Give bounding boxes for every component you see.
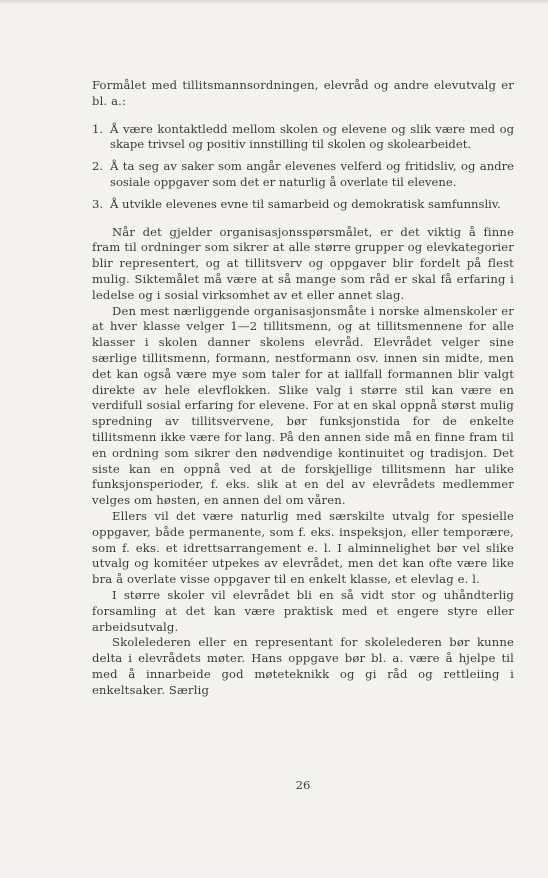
list-text: Å ta seg av saker som angår elevenes velferd og fritidsliv, og andre sosiale oppgaver som det er naturlig å overlate til elevene.: [110, 159, 514, 189]
intro-paragraph: Formålet med tillitsmannsordningen, elevråd og andre elevutvalg er bl. a.:: [92, 78, 514, 108]
list-item: [92, 122, 514, 154]
list-number: 2.: [92, 159, 104, 174]
purpose-list: [92, 122, 514, 213]
body-paragraph: Når det gjelder organisasjonsspørsmålet, er det viktig å finne fram til ordninger som sikrer at alle større grupper og elevkategorier blir representert, og at tillitsverv og oppgaver blir fordelt på flest mulig. Siktemålet må være at så mange som råd er skal få erfaring i ledelse og i sosial virksomhet av et eller annet slag.: [92, 224, 514, 302]
page-number: 26: [295, 778, 311, 792]
list-item: [92, 197, 514, 213]
body-paragraph: Den mest nærliggende organisasjonsmåte i norske almenskoler er at hver klasse velger 1—2 tillitsmenn, og at tillitsmennene for alle klasser i skolen danner skolens elevråd. Elevrådet velger sine særlige tillitsmenn, formann, nestformann osv. innen sin midte, men det kan også være mye som taler for at iallfall formannen blir valgt direkte av hele elevflokken. Slike valg i større stil kan være en verdifull sosial erfaring for elevene. For at en skal oppnå størst mulig spredning av tillitsvervene, bør funksjonstida for de enkelte tillitsmenn ikke være for lang. På den annen side må en finne fram til en ordning som sikrer den nødvendige kontinuitet og tradisjon. Det siste kan en oppnå ved at de forskjellige tillitsmenn har ulike funksjonsperioder, f. eks. slik at en del av elevrådets medlemmer velges om høsten, en annen del om våren.: [92, 303, 514, 508]
list-number: 1.: [92, 121, 104, 136]
body-paragraph: Skolelederen eller en representant for skolelederen bør kunne delta i elevrådets møter. Hans oppgave bør bl. a. være å hjelpe til med å innarbeide god møteteknikk og gi råd og rettleiing i enkeltsaker. Særlig: [92, 635, 514, 697]
list-text: Å utvikle elevenes evne til samarbeid og demokratisk samfunnsliv.: [110, 196, 501, 211]
body-paragraph: Ellers vil det være naturlig med særskilte utvalg for spesielle oppgaver, både permanente, som f. eks. inspeksjon, eller temporære, som f. eks. et idrettsarrangement e. l. I alminnelighet bør vel slike utvalg og komitéer utpekes av elevrådet, men det kan ofte være like bra å overlate visse oppgaver til en enkelt klasse, et elevlag e. l.: [92, 508, 514, 587]
body-paragraph: I større skoler vil elevrådet bli en så vidt stor og uhåndterlig forsamling at det kan være praktisk med et engere styre eller arbeidsutvalg.: [92, 587, 514, 634]
page-top-edge: [0, 0, 548, 4]
list-number: 3.: [92, 196, 104, 211]
list-item: [92, 159, 514, 191]
list-text: Å være kontaktledd mellom skolen og elevene og slik være med og skape trivsel og positiv innstilling til skolen og skolearbeidet.: [110, 121, 514, 152]
